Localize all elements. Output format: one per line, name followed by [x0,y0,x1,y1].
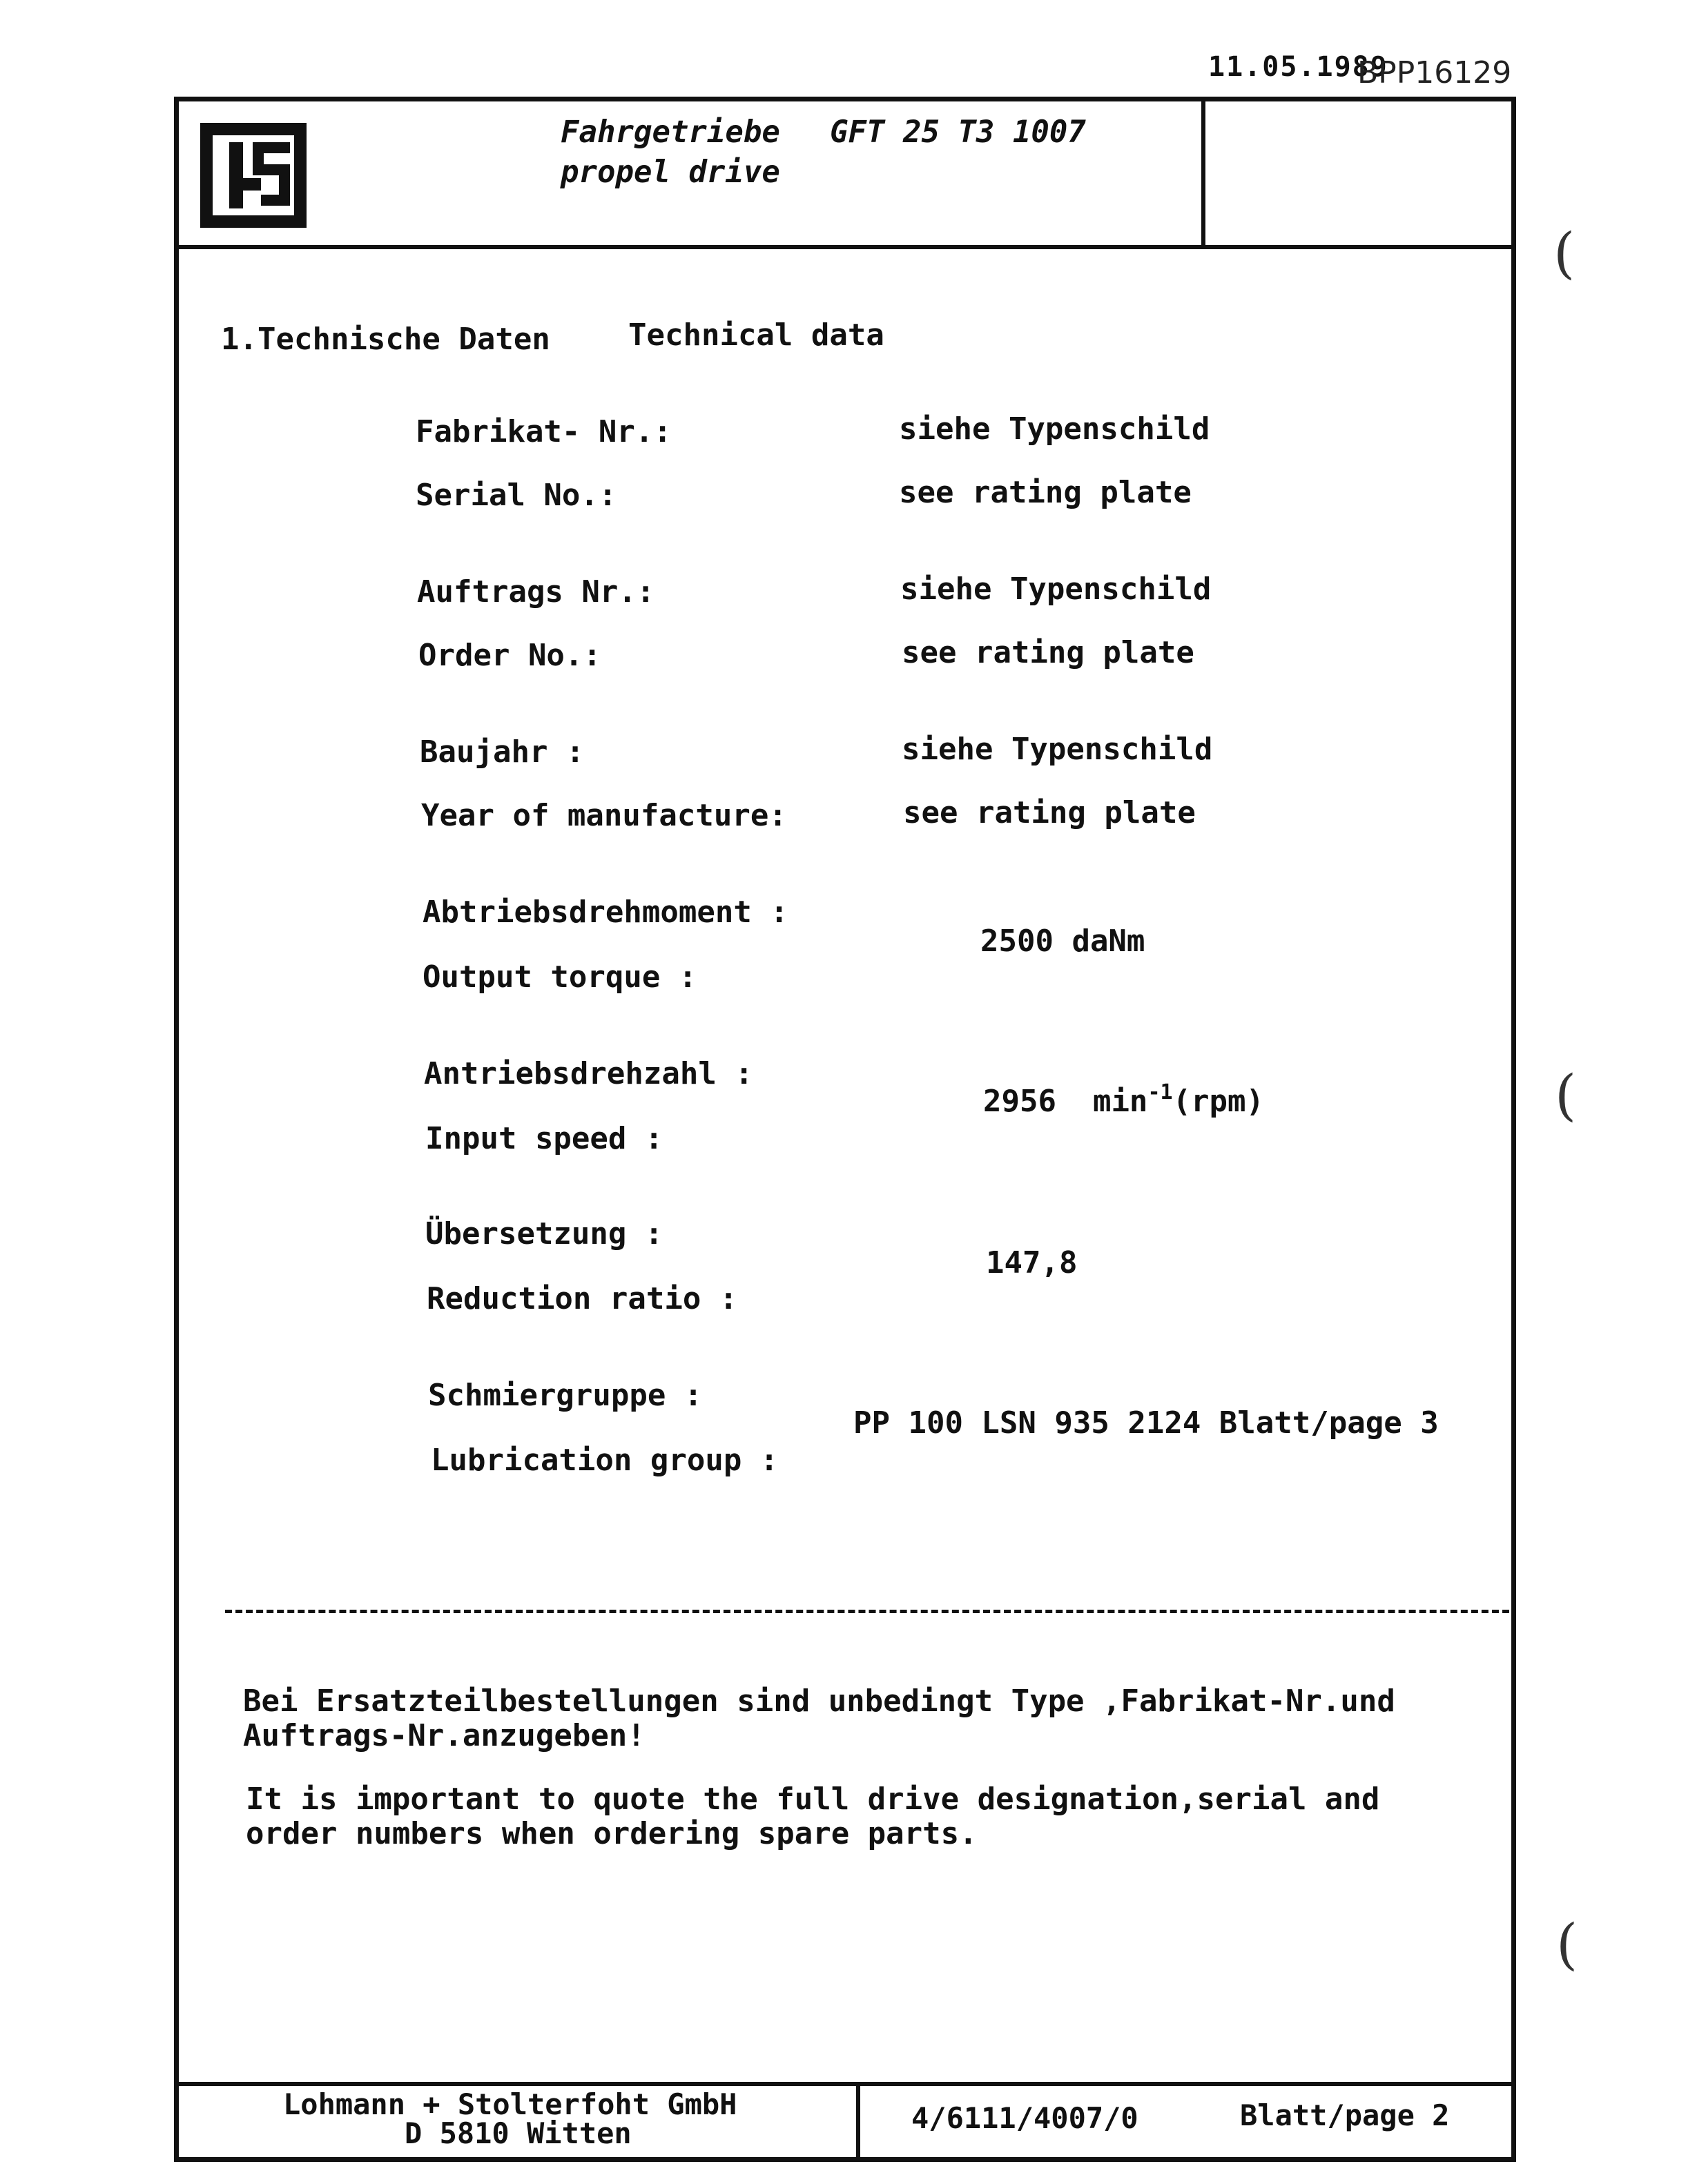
auftrags-label: Auftrags Nr.: [417,574,655,610]
speed-number: 2956 [983,1084,1056,1119]
input-label: Input speed : [425,1121,663,1156]
dashed-separator [225,1610,1509,1613]
serial-label: Serial No.: [416,478,617,513]
footer-company: Lohmann + Stolterfoht GmbH [283,2087,737,2121]
header-divider [177,245,1516,249]
note-de-line1: Bei Ersatzteilbestellungen sind unbedingt Type ,Fabrikat-Nr.und [243,1684,1395,1719]
year-value: see rating plate [903,795,1196,830]
section-title-de: 1.Technische Daten [221,322,550,357]
note-en-line1: It is important to quote the full drive designation,serial and [246,1782,1380,1817]
auftrags-value: siehe Typenschild [900,572,1212,607]
ratio-value: 147,8 [986,1245,1078,1280]
year-label: Year of manufacture: [421,798,787,833]
output-label: Output torque : [423,959,697,995]
page-frame [174,97,1516,2162]
reduction-label: Reduction ratio : [427,1281,738,1316]
serial-value: see rating plate [899,475,1192,510]
date-stamp: 11.05.1989 [1208,51,1388,83]
header-column-divider [1201,97,1205,247]
footer-divider [177,2082,1516,2086]
fabrikat-value: siehe Typenschild [899,411,1210,447]
speed-unit: min [1092,1084,1148,1119]
baujahr-label: Baujahr : [420,734,585,770]
punch-hole-mark-bottom: ( [1556,1912,1578,1976]
fabrikat-label: Fabrikat- Nr.: [416,414,672,449]
footer-page: Blatt/page 2 [1240,2098,1450,2132]
section-title-en: Technical data [628,318,884,353]
baujahr-value: siehe Typenschild [902,732,1213,767]
order-label: Order No.: [418,638,601,673]
footer-doc-number: 4/6111/4007/0 [911,2101,1138,2135]
lubrication-value: PP 100 LSN 935 2124 Blatt/page 3 [853,1405,1439,1441]
torque-value: 2500 daNm [980,924,1145,959]
note-en-line2: order numbers when ordering spare parts. [246,1816,978,1851]
note-de-line2: Auftrags-Nr.anzugeben! [243,1718,646,1753]
schmier-label: Schmiergruppe : [428,1378,703,1413]
lubrication-label: Lubrication group : [431,1443,779,1478]
header-title-de: Fahrgetriebe [561,115,780,150]
antrieb-label: Antriebsdrehzahl : [424,1056,753,1091]
speed-exponent: -1 [1147,1080,1173,1104]
header-title-en: propel drive [561,155,780,190]
speed-value [983,1080,1265,1119]
punch-hole-mark-top: ( [1553,221,1575,285]
footer-column-divider [856,2082,860,2162]
footer-address: D 5810 Witten [405,2116,632,2150]
punch-hole-mark-middle: ( [1555,1063,1577,1127]
speed-suffix: (rpm) [1172,1084,1265,1119]
order-value: see rating plate [902,635,1194,670]
uebersetzung-label: Übersetzung : [425,1216,663,1251]
company-logo [200,123,307,228]
abtrieb-label: Abtriebsdrehmoment : [423,895,788,930]
document-id: BPP16129 [1357,55,1512,90]
header-model: GFT 25 T3 1007 [830,115,1086,150]
